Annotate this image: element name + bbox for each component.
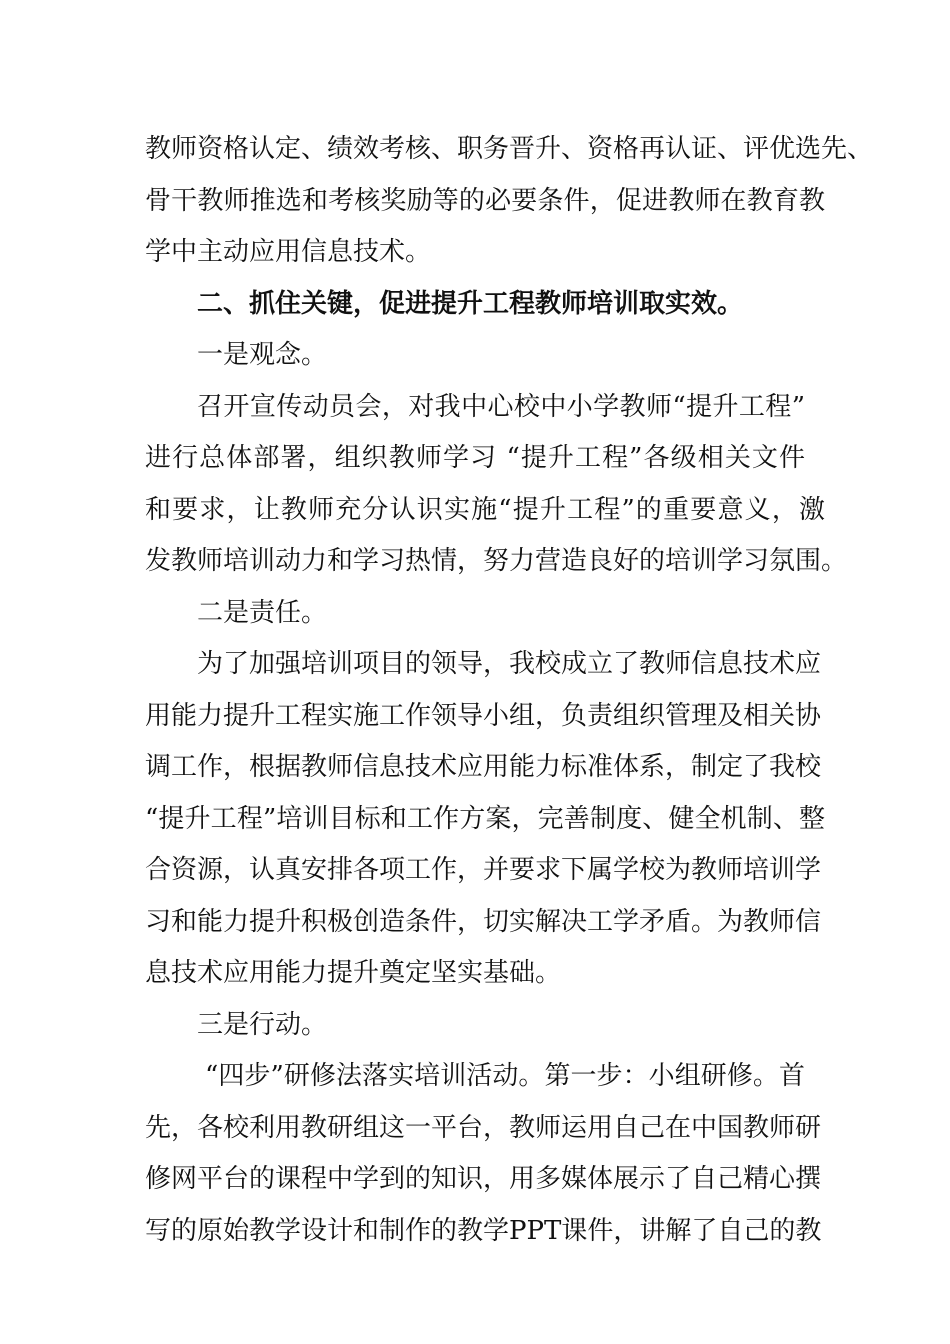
text-line: 发教师培训动力和学习热情，努力营造良好的培训学习氛围。 bbox=[145, 546, 848, 576]
text-line: 息技术应用能力提升奠定坚实基础。 bbox=[145, 958, 562, 988]
section-heading: 二、抓住关键，促进提升工程教师培训取实效。 bbox=[197, 289, 744, 319]
text-line: 骨干教师推选和考核奖励等的必要条件，促进教师在教育教 bbox=[145, 186, 825, 216]
subheading-text: 二是责任。 bbox=[197, 598, 328, 628]
text-line: 进行总体部署，组织教师学习 “提升工程”各级相关文件 bbox=[145, 443, 805, 473]
text-line: 修网平台的课程中学到的知识，用多媒体展示了自己精心撰 bbox=[145, 1164, 822, 1194]
text-line: 召开宣传动员会，对我中心校中小学教师“提升工程” bbox=[197, 392, 805, 422]
text-line: 学中主动应用信息技术。 bbox=[145, 237, 432, 267]
text-line: 合资源，认真安排各项工作，并要求下属学校为教师培训学 bbox=[145, 855, 822, 885]
subheading-text: 一是观念。 bbox=[197, 340, 328, 370]
subheading-text: 三是行动。 bbox=[197, 1010, 328, 1040]
text-line: 先，各校利用教研组这一平台，教师运用自己在中国教师研 bbox=[145, 1113, 822, 1143]
text-line: 为了加强培训项目的领导，我校成立了教师信息技术应 bbox=[197, 649, 822, 679]
text-line: 用能力提升工程实施工作领导小组，负责组织管理及相关协 bbox=[145, 701, 822, 731]
text-line: 写的原始教学设计和制作的教学PPT课件，讲解了自己的教 bbox=[145, 1216, 822, 1246]
text-line: “提升工程”培训目标和工作方案，完善制度、健全机制、整 bbox=[145, 804, 825, 834]
text-line: “四步”研修法落实培训活动。第一步：小组研修。首 bbox=[205, 1061, 805, 1091]
text-line: 习和能力提升积极创造条件，切实解决工学矛盾。为教师信 bbox=[145, 907, 822, 937]
text-line: 教师资格认定、绩效考核、职务晋升、资格再认证、评优选先、 bbox=[145, 134, 874, 164]
text-line: 和要求，让教师充分认识实施“提升工程”的重要意义，激 bbox=[145, 495, 825, 525]
text-line: 调工作，根据教师信息技术应用能力标准体系，制定了我校 bbox=[145, 752, 822, 782]
